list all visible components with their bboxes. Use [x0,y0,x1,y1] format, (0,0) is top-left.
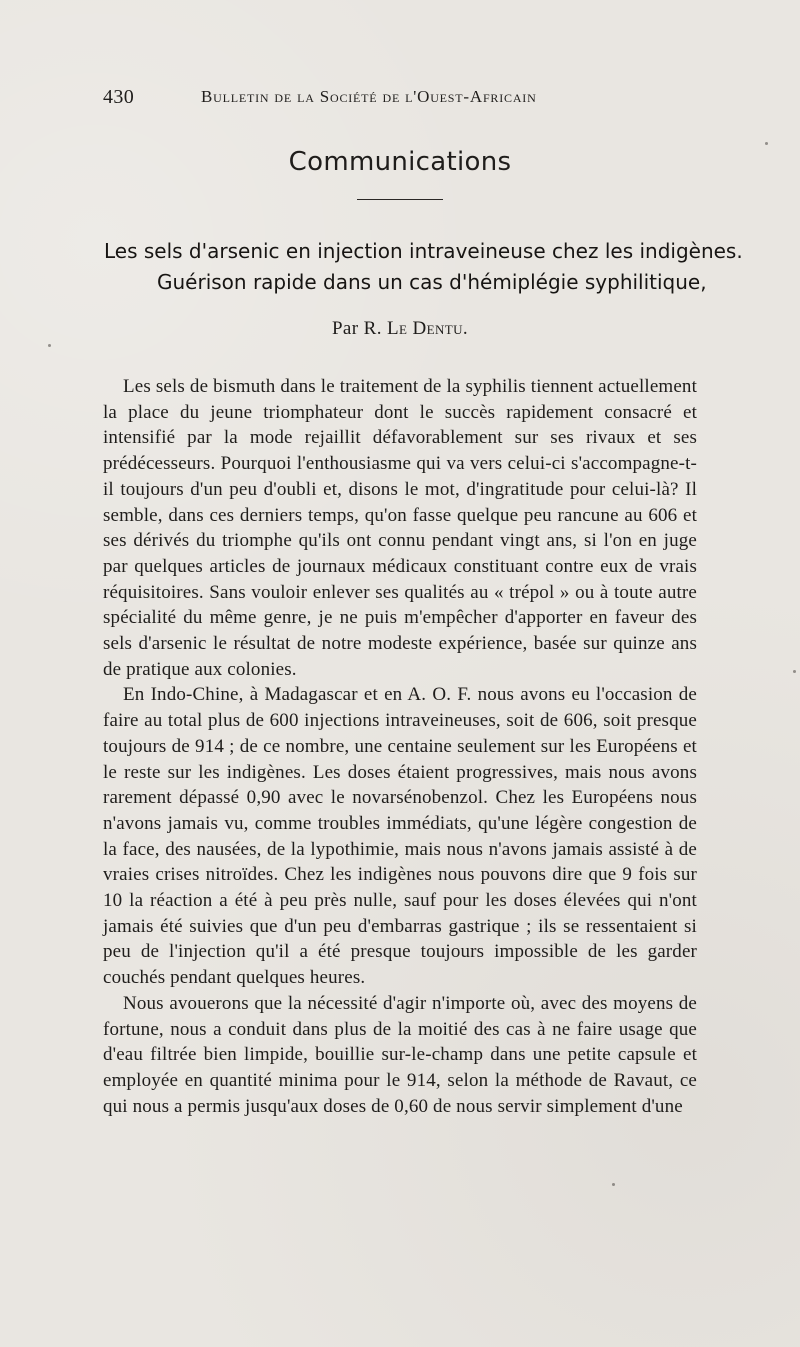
author-byline [0,318,800,340]
paragraph-3: Nous avouerons que la nécessité d'agir n'importe où, avec des moyens de fortune, nous a conduit dans plus de la moitié des cas à ne faire usage que d'eau filtrée bien limpide, bouillie sur-le-champ dans une petite capsule et employée en quantité minima pour le 914, selon la méthode de Ravaut, ce qui nous a permis jusqu'aux doses de 0,60 de nous servir simplement d'une [103,992,697,1117]
paper-speck [765,142,768,145]
title-rule [357,199,443,200]
running-head: Bulletin de la Société de l'Ouest-Africain [201,87,537,106]
paper-speck [612,1183,615,1186]
paragraph-2: En Indo-Chine, à Madagascar et en A. O. F. nous avons eu l'occasion de faire au total plus de 600 injections intraveineuses, soit de 606, soit presque toujours de 914 ; de ce nombre, une centaine seulement sur les Européens et le reste sur les indigènes. Les doses étaient progressives, mais nous avons rarement dépassé 0,90 avec le novarsénobenzol. Chez les Européens nous n'avons jamais vu, comme troubles immédiats, qu'une légère congestion de la face, des nausées, de la lypothimie, mais nous n'avons jamais assisté à de vraies crises nitroïdes. Chez les indigènes nous pouvons dire que 9 fois sur 10 la réaction a été à peu près nulle, sauf pour les doses élevées qui n'ont jamais été suivies que d'un peu d'embarras gastrique ; ils se ressentaient si peu de l'injection qu'il a été presque toujours impossible de les garder couchés pendant quelques heures. [103,684,697,989]
section-title: Communications [288,147,512,177]
page-header [103,86,697,110]
paper-speck [48,344,51,347]
article-title-line-1: Les sels d'arsenic en injection intraveineuse chez les indigènes. [104,239,743,263]
author-surname: Le Dentu. [387,318,469,339]
paragraph-1: Les sels de bismuth dans le traitement de la syphilis tiennent actuellement la place du jeune triomphateur dont le succès rapidement consacré et intensifié par la mode rejaillit défavorablement sur ses rivaux et ses prédécesseurs. Pourquoi l'enthousiasme qui va vers celui-ci s'accompagne-t-il toujours d'un peu d'oubli et, disons le mot, d'ingratitude pour celui-là? Il semble, dans ces derniers temps, qu'on fasse quelque peu rancune au 606 et ses dérivés du triomphe qu'ils ont connu pendant vingt ans, si l'on en juge par quelques articles de journaux médicaux constituant contre eux de vrais réquisitoires. Sans vouloir enlever ses qualités au « trépol » ou à toute autre spécialité du même genre, je ne puis m'empêcher d'apporter en faveur des sels d'arsenic le résultat de notre modeste expérience, basée sur quinze ans de pratique aux colonies. [103,376,697,680]
article-title [104,236,743,298]
article-title-line-2: Guérison rapide dans un cas d'hémiplégie syphilitique, [157,270,707,294]
article-body [103,374,697,1119]
author-prefix: Par R. [331,318,388,339]
page-number: 430 [103,86,135,108]
paper-speck [793,670,796,673]
